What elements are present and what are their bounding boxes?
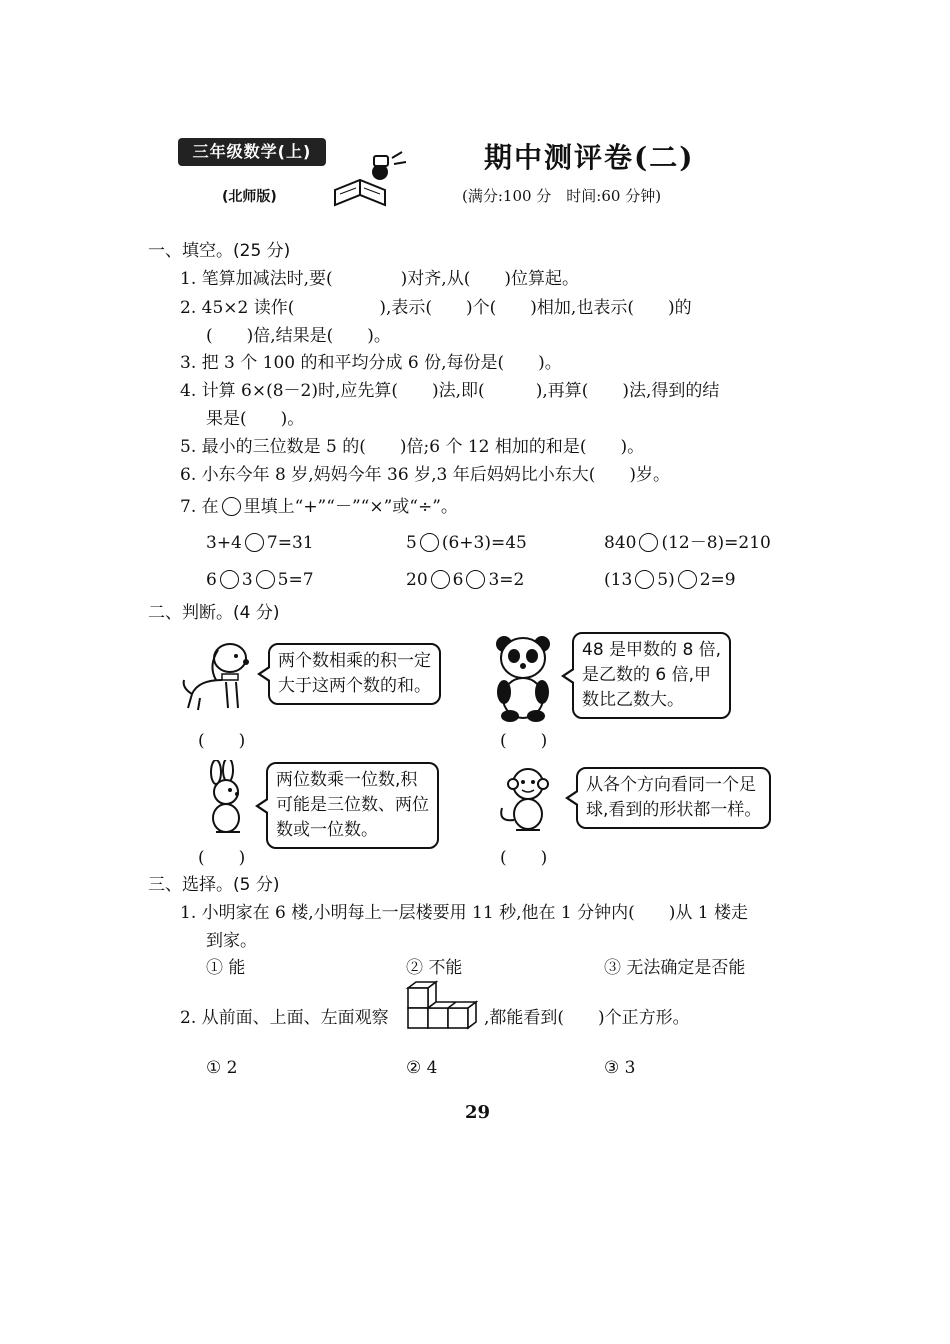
- q1-4a: 4. 计算 6×(8－2)时,应先算( )法,即( ),再算( )法,得到的结: [180, 381, 720, 401]
- expr-text: (12－8)=210: [661, 533, 771, 553]
- q7-row1-a: [206, 532, 314, 554]
- circle-blank[interactable]: [639, 533, 658, 552]
- bubble-line: 可能是三位数、两位: [276, 795, 429, 815]
- circle-blank[interactable]: [222, 497, 241, 516]
- q3-2-prefix: 2. 从前面、上面、左面观察: [180, 1008, 389, 1028]
- expr-text: 3+4: [206, 533, 242, 553]
- book-icon: [330, 150, 410, 210]
- q3-2-option-b[interactable]: ② 4: [406, 1058, 438, 1078]
- expr-text: 7=31: [266, 533, 314, 553]
- circle-blank[interactable]: [256, 570, 275, 589]
- speech-bubble-2: [572, 632, 731, 719]
- q7-row1-c: [604, 532, 771, 554]
- bubble-line: 数比乙数大。: [582, 690, 684, 710]
- q1-1: 1. 笔算加减法时,要( )对齐,从( )位算起。: [180, 269, 579, 289]
- cube-stack-figure: [398, 980, 482, 1048]
- q1-7: [180, 496, 458, 518]
- speech-bubble-3: [266, 762, 439, 849]
- panda-illustration: [492, 632, 554, 724]
- grade-badge: 三年级数学(上): [178, 138, 326, 166]
- expr-text: 840: [604, 533, 637, 553]
- q7-row2-c: [604, 569, 736, 591]
- expr-text: (6+3)=45: [441, 533, 527, 553]
- dog-illustration: [178, 636, 262, 716]
- page-number: 29: [465, 1102, 491, 1123]
- expr-text: 6: [206, 570, 217, 590]
- rabbit-illustration: [202, 760, 252, 836]
- bubble-line: 两位数乘一位数,积: [276, 770, 418, 790]
- q7-row2-b: [406, 569, 524, 591]
- speech-bubble-1: [268, 643, 441, 705]
- q1-7-suffix: 里填上“+”“－”“×”或“÷”。: [243, 497, 458, 517]
- edition-label: (北师版): [222, 189, 277, 205]
- answer-paren-1[interactable]: ( ): [198, 731, 246, 751]
- answer-paren-2[interactable]: ( ): [500, 731, 548, 751]
- circle-blank[interactable]: [220, 570, 239, 589]
- q1-2a: 2. 45×2 读作( ),表示( )个( )相加,也表示( )的: [180, 298, 692, 318]
- q1-7-prefix: 7. 在: [180, 497, 219, 517]
- circle-blank[interactable]: [431, 570, 450, 589]
- expr-text: 5): [657, 570, 675, 590]
- q3-1-option-c[interactable]: ③ 无法确定是否能: [604, 958, 746, 978]
- q3-2-option-c[interactable]: ③ 3: [604, 1058, 636, 1078]
- q7-row2-a: [206, 569, 314, 591]
- bubble-line: 数或一位数。: [276, 820, 378, 840]
- q3-1a: 1. 小明家在 6 楼,小明每上一层楼要用 11 秒,他在 1 分钟内( )从 1 楼走: [180, 903, 749, 923]
- speech-bubble-4: [576, 767, 771, 829]
- expr-text: 3: [241, 570, 253, 590]
- q3-1b: 到家。: [206, 931, 257, 951]
- circle-blank[interactable]: [466, 570, 485, 589]
- circle-blank[interactable]: [245, 533, 264, 552]
- expr-text: 5=7: [277, 570, 314, 590]
- bubble-line: 从各个方向看同一个足: [586, 775, 756, 795]
- exam-info: (满分:100 分 时间:60 分钟): [462, 187, 662, 205]
- q1-2b: ( )倍,结果是( )。: [206, 326, 391, 346]
- section2-heading: 二、判断。(4 分): [148, 603, 280, 623]
- expr-text: 3=2: [488, 570, 525, 590]
- expr-text: 20: [406, 570, 428, 590]
- answer-paren-3[interactable]: ( ): [198, 848, 246, 868]
- q1-3: 3. 把 3 个 100 的和平均分成 6 份,每份是( )。: [180, 353, 562, 373]
- expr-text: 2=9: [699, 570, 736, 590]
- bubble-line: 球,看到的形状都一样。: [586, 800, 762, 820]
- q7-row1-b: [406, 532, 527, 554]
- q1-6: 6. 小东今年 8 岁,妈妈今年 36 岁,3 年后妈妈比小东大( )岁。: [180, 465, 670, 485]
- expr-text: (13: [604, 570, 633, 590]
- bubble-line: 48 是甲数的 8 倍,: [582, 640, 722, 660]
- bubble-line: 两个数相乘的积一定: [278, 651, 431, 671]
- circle-blank[interactable]: [635, 570, 654, 589]
- monkey-illustration: [494, 764, 560, 834]
- q3-2-option-a[interactable]: ① 2: [206, 1058, 238, 1078]
- q1-5: 5. 最小的三位数是 5 的( )倍;6 个 12 相加的和是( )。: [180, 437, 645, 457]
- circle-blank[interactable]: [678, 570, 697, 589]
- q3-2-suffix: ,都能看到( )个正方形。: [484, 1008, 690, 1028]
- q3-1-option-b[interactable]: ② 不能: [406, 958, 463, 978]
- q3-1-option-a[interactable]: ① 能: [206, 958, 246, 978]
- section1-heading: 一、填空。(25 分): [148, 241, 291, 261]
- q1-4b: 果是( )。: [206, 409, 305, 429]
- bubble-line: 大于这两个数的和。: [278, 676, 431, 696]
- page-title: 期中测评卷(二): [484, 141, 695, 174]
- expr-text: 5: [406, 533, 417, 553]
- circle-blank[interactable]: [420, 533, 439, 552]
- expr-text: 6: [452, 570, 464, 590]
- section3-heading: 三、选择。(5 分): [148, 875, 280, 895]
- answer-paren-4[interactable]: ( ): [500, 848, 548, 868]
- bubble-line: 是乙数的 6 倍,甲: [582, 665, 712, 685]
